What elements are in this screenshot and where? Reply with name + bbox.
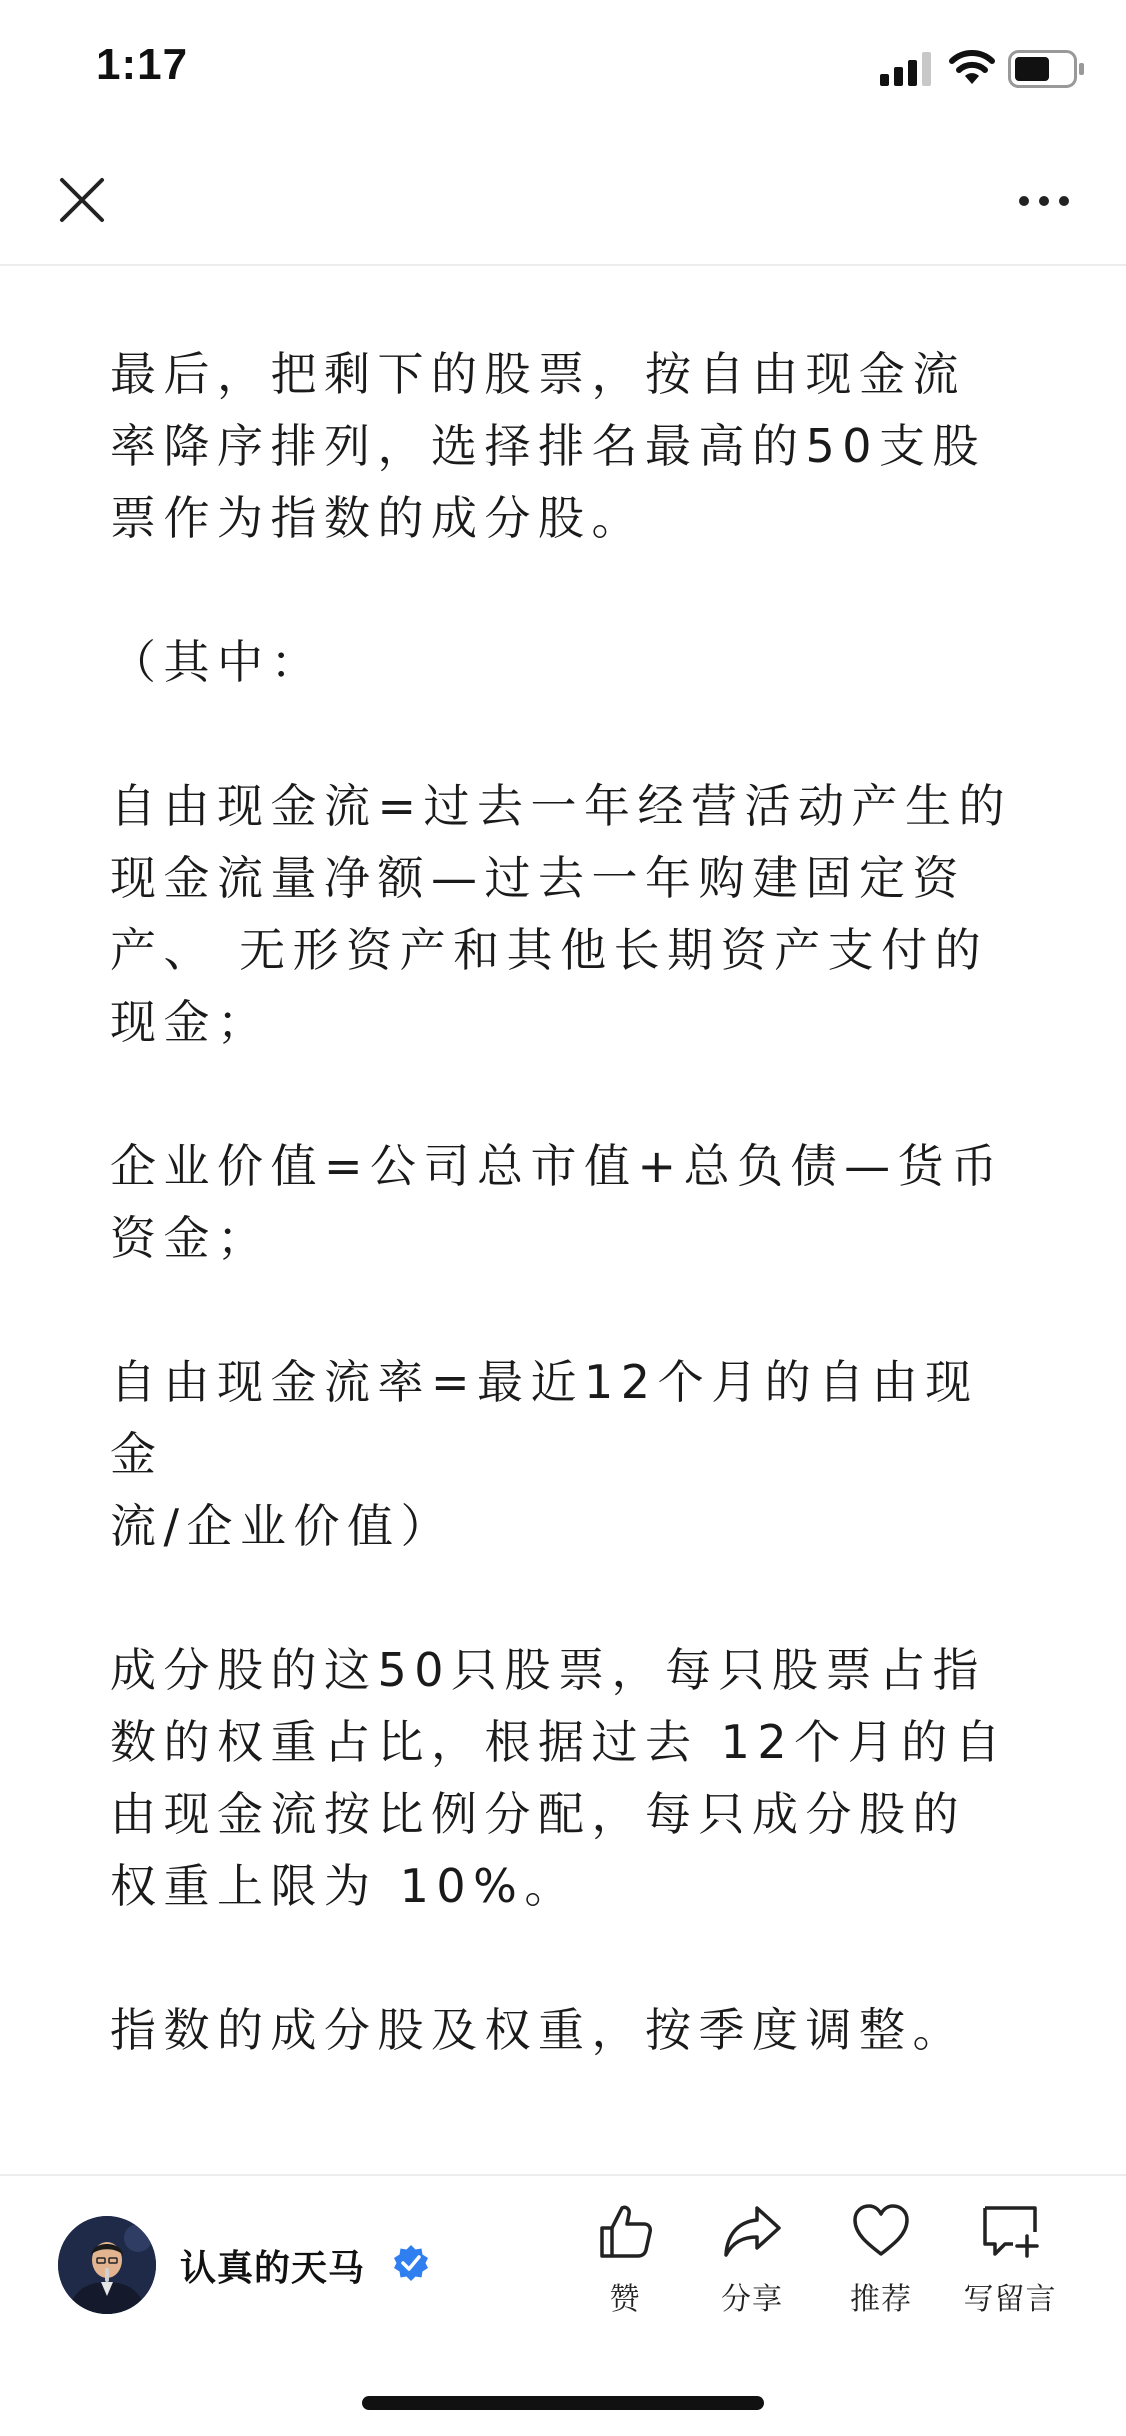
share-button[interactable] — [697, 2200, 807, 2318]
paragraph-line: 流/企业价值） — [110, 1499, 454, 1553]
paragraph-line: 自由现金流率=最近12个月的自由现金 — [110, 1355, 979, 1481]
avatar[interactable] — [58, 2216, 156, 2314]
home-indicator[interactable] — [362, 2396, 764, 2410]
wifi-icon — [948, 48, 996, 86]
share-label: 分享 — [721, 2282, 783, 2317]
paragraph-line: 现金流量净额—过去一年购建固定资 — [110, 851, 966, 905]
signal-icon — [880, 52, 934, 86]
article-body — [110, 266, 1020, 2066]
comment-button[interactable] — [955, 2200, 1065, 2318]
status-time: 1:17 — [96, 40, 189, 89]
more-icon[interactable] — [1016, 184, 1072, 218]
status-bar — [0, 0, 1126, 140]
paragraph-line: 企业价值=公司总市值+总负债—货币 — [110, 1139, 1005, 1193]
paragraph-line: 指数的成分股及权重，按季度调整。 — [110, 2003, 966, 2057]
paragraph-line: 权重上限为 10%。 — [110, 1859, 578, 1913]
comment-label: 写留言 — [963, 2282, 1057, 2317]
paragraph-line: （其中： — [110, 635, 324, 689]
recommend-button[interactable] — [826, 2200, 936, 2318]
paragraph-line: 现金； — [110, 995, 271, 1049]
battery-icon — [1008, 50, 1086, 88]
paragraph-line: 票作为指数的成分股。 — [110, 491, 645, 545]
like-button[interactable] — [570, 2200, 680, 2318]
thumbs-up-icon — [594, 2200, 656, 2262]
like-label: 赞 — [609, 2282, 641, 2317]
heart-icon — [850, 2200, 912, 2262]
close-icon[interactable] — [56, 174, 108, 226]
paragraph-line: 由现金流按比例分配，每只成分股的 — [110, 1787, 966, 1841]
paragraph-line: 成分股的这50只股票，每只股票占指 — [110, 1643, 987, 1697]
paragraph-line: 最后，把剩下的股票，按自由现金流 — [110, 347, 966, 401]
paragraph-line: 资金； — [110, 1211, 271, 1265]
recommend-label: 推荐 — [850, 2282, 912, 2317]
comment-plus-icon — [979, 2200, 1041, 2262]
paragraph-line: 率降序排列，选择排名最高的50支股 — [110, 419, 987, 473]
avatar-portrait-icon — [58, 2216, 156, 2314]
nav-header — [0, 140, 1126, 266]
author-name[interactable]: 认真的天马 — [180, 2248, 366, 2289]
paragraph-line: 数的权重占比，根据过去 12个月的自 — [110, 1715, 1009, 1769]
paragraph-line: 自由现金流=过去一年经营活动产生的 — [110, 779, 1013, 833]
paragraph-line: 产、 无形资产和其他长期资产支付的 — [110, 923, 989, 977]
share-arrow-icon — [721, 2200, 783, 2262]
verified-icon — [392, 2244, 430, 2282]
